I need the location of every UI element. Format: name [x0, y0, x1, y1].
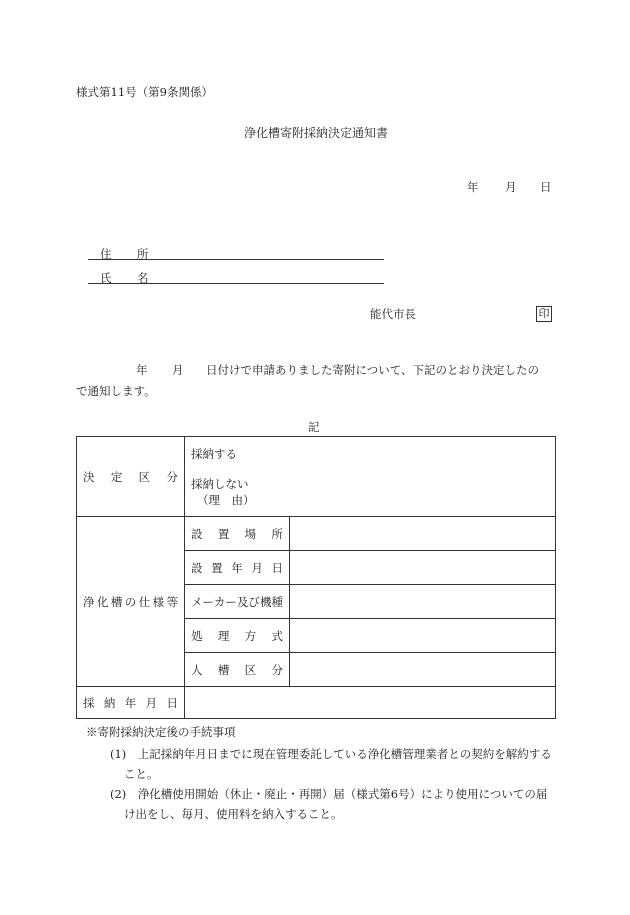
body-line2: で通知します。	[76, 384, 156, 398]
name-underline	[88, 283, 384, 284]
form-label: 様式第11号（第9条関係）	[76, 85, 213, 99]
mayor-name: 能代市長	[370, 307, 416, 321]
address-label-2: 所	[137, 247, 149, 261]
decision-options-cell	[185, 437, 556, 517]
spec-row-value	[290, 585, 556, 619]
seal-box	[536, 306, 552, 322]
procedure-notes	[88, 722, 558, 824]
spec-row-value	[290, 551, 556, 585]
spec-row-value	[290, 517, 556, 551]
reject-option: 採納しない	[191, 476, 249, 491]
spec-row-label: メーカー及び機種	[185, 585, 290, 619]
date-month: 月	[505, 180, 517, 194]
accept-option: 採納する	[191, 446, 237, 461]
seal-text: 印	[538, 307, 550, 320]
spec-row-value	[290, 653, 556, 687]
decision-label: 決 定 区 分	[83, 469, 178, 484]
accept-date-label-cell	[77, 687, 185, 719]
date-year: 年	[467, 180, 479, 194]
accept-date-label: 採 納 年 月 日	[83, 695, 178, 710]
spec-label: 浄化槽の仕様等	[83, 594, 178, 609]
address-label-1: 住	[100, 247, 112, 261]
body-year: 年	[136, 363, 148, 377]
ki-heading: 記	[308, 420, 320, 434]
accept-date-value	[185, 687, 556, 719]
spec-row-value	[290, 619, 556, 653]
decision-label-cell	[77, 437, 185, 517]
reason-label: （理 由）	[197, 492, 255, 507]
body-month: 月	[172, 363, 184, 377]
body-line1: 日付けで申請ありました寄附について、下記のとおり決定したの	[206, 363, 540, 377]
spec-row-label: 処 理 方 式	[185, 619, 290, 653]
spec-row-label: 設 置 場 所	[185, 517, 290, 551]
note-item: (1) 上記採納年月日までに現在管理委託している浄化槽管理業者との契約を解約すること。	[110, 747, 552, 781]
date-day: 日	[540, 180, 552, 194]
decision-table	[76, 436, 556, 719]
notes-heading: ※寄附採納決定後の手続事項	[86, 725, 236, 739]
name-label-2: 名	[137, 271, 149, 285]
document-title: 浄化槽寄附採納決定通知書	[244, 126, 389, 140]
spec-row-label: 人 槽 区 分	[185, 653, 290, 687]
spec-label-cell	[77, 517, 185, 687]
spec-row-label: 設 置 年 月 日	[185, 551, 290, 585]
note-item: (2) 浄化槽使用開始（休止・廃止・再開）届（様式第6号）により使用についての届け出をし、毎月、使用料を納入すること。	[110, 787, 548, 821]
address-underline	[88, 259, 384, 260]
name-label-1: 氏	[100, 271, 112, 285]
